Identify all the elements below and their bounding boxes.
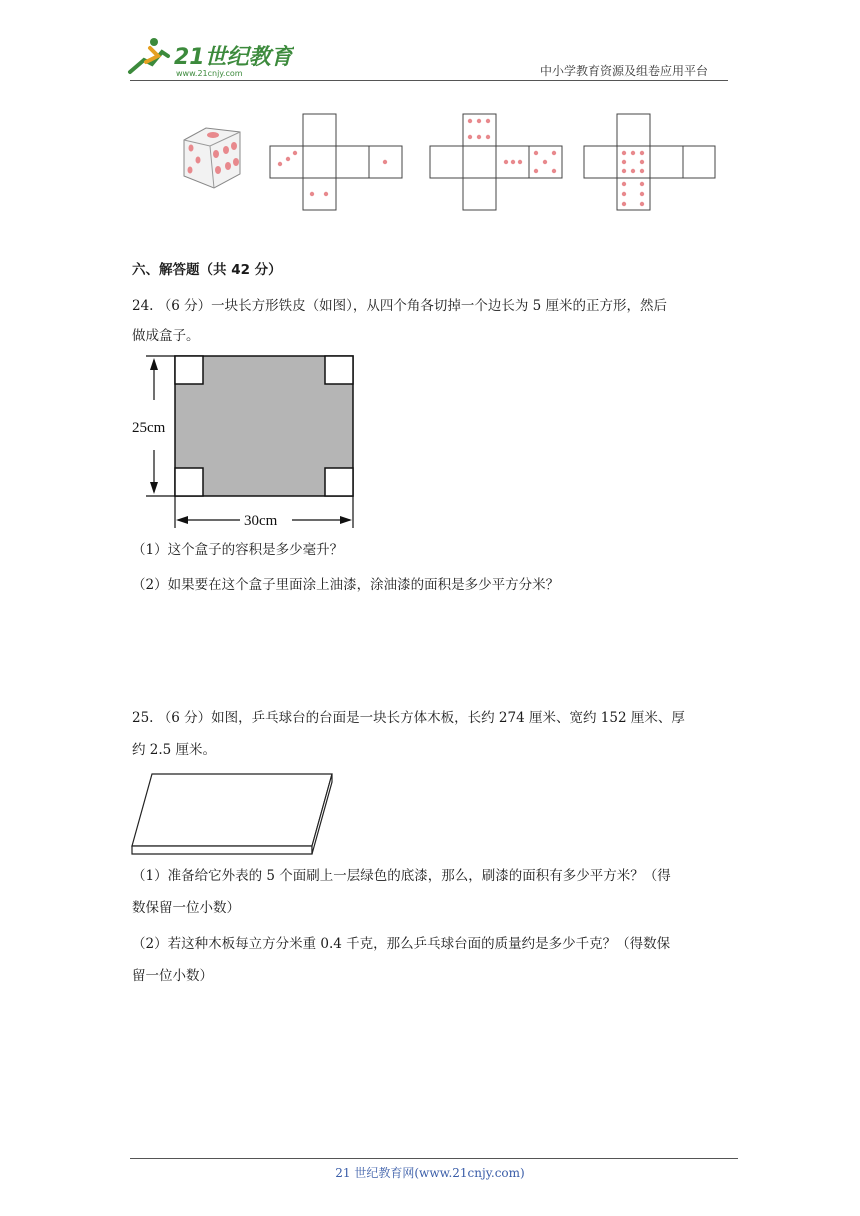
- q25-subquestion-2-line2: 留一位小数）: [132, 968, 213, 984]
- cube-net-2: [430, 114, 562, 210]
- corner-square-tl: [175, 356, 203, 384]
- corner-square-tr: [325, 356, 353, 384]
- q24-text-line1: 24. （6 分）一块长方形铁皮（如图），从四个角各切掉一个边长为 5 厘米的正方形，然后: [132, 298, 668, 314]
- q25-table-top-figure: [128, 768, 340, 858]
- runner-icon: [130, 38, 168, 72]
- header-divider: [130, 80, 728, 81]
- width-label: 30cm: [244, 513, 278, 529]
- logo: [124, 34, 294, 80]
- corner-square-br: [325, 468, 353, 496]
- q25-subquestion-1-line2: 数保留一位小数）: [132, 900, 240, 916]
- board-front-face: [132, 846, 312, 854]
- footer-divider: [130, 1158, 738, 1159]
- corner-square-bl: [175, 468, 203, 496]
- q24-sheet-figure: [128, 350, 368, 532]
- board-top-face: [132, 774, 332, 846]
- q25-subquestion-2-line1: （2）若这种木板每立方分米重 0.4 千克，那么乒乓球台面的质量约是多少千克？（得数保: [132, 936, 671, 952]
- q25-subquestion-1-line1: （1）准备给它外表的 5 个面刷上一层绿色的底漆，那么，刷漆的面积有多少平方米？（得: [132, 868, 671, 884]
- cube-net-3: [584, 114, 715, 210]
- q25-text-line1: 25. （6 分）如图，乒乓球台的台面是一块长方体木板，长约 274 厘米、宽约 152 厘米、厚: [132, 710, 685, 726]
- logo-url: www.21cnjy.com: [176, 69, 243, 78]
- cube-net-1: [270, 114, 402, 210]
- footer-text[interactable]: 21 世纪教育网(www.21cnjy.com): [335, 1166, 525, 1180]
- dice-illustration: [184, 128, 240, 188]
- q25-text-line2: 约 2.5 厘米。: [132, 742, 217, 758]
- q24-subquestion-2: （2）如果要在这个盒子里面涂上油漆，涂油漆的面积是多少平方分米？: [132, 577, 560, 593]
- section-title: 六、解答题（共 42 分）: [132, 262, 282, 278]
- dice-nets-figure: [170, 104, 730, 216]
- logo-text: 21世纪教育: [174, 45, 293, 70]
- header-platform-text: 中小学教育资源及组卷应用平台: [540, 64, 709, 78]
- q24-subquestion-1: （1）这个盒子的容积是多少毫升？: [132, 542, 344, 558]
- q24-text-line2: 做成盒子。: [132, 328, 200, 344]
- height-label: 25cm: [132, 420, 166, 436]
